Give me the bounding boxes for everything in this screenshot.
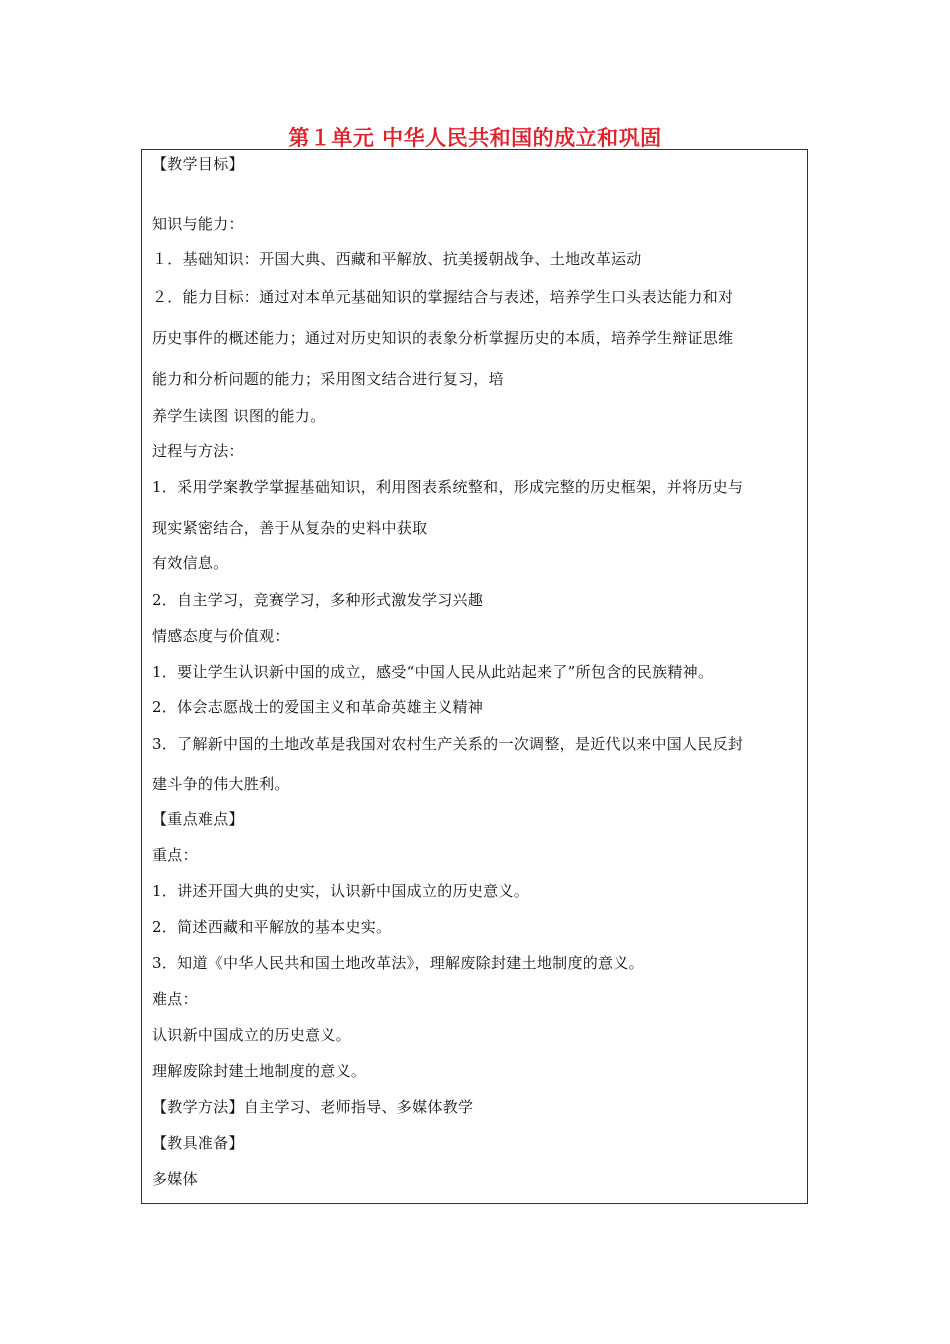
text-line: 2．自主学习，竞赛学习，多种形式激发学习兴趣 [152,591,484,609]
text-line: 理解废除封建土地制度的意义。 [152,1062,367,1080]
text-line: 3．了解新中国的土地改革是我国对农村生产关系的一次调整，是近代以来中国人民反封 [152,735,744,753]
text-line: 多媒体 [152,1170,198,1188]
content-table [141,149,808,1204]
subheading-knowledge: 知识与能力： [152,215,244,233]
heading-tools: 【教具准备】 [152,1134,244,1152]
text-line: 2．体会志愿战士的爱国主义和革命英雄主义精神 [152,698,484,716]
subheading-difficult: 难点： [152,990,198,1008]
text-line: 现实紧密结合，善于从复杂的史料中获取 [152,519,428,537]
text-line: 建斗争的伟大胜利。 [152,775,290,793]
heading-key-difficult: 【重点难点】 [152,810,244,828]
subheading-process: 过程与方法： [152,442,244,460]
subheading-key-points: 重点： [152,846,198,864]
text-line: 认识新中国成立的历史意义。 [152,1026,351,1044]
text-line: ２．能力目标：通过对本单元基础知识的掌握结合与表述，培养学生口头表达能力和对 [152,288,734,306]
text-line: 3．知道《中华人民共和国土地改革法》，理解废除封建土地制度的意义。 [152,954,644,972]
text-line: 1．要让学生认识新中国的成立，感受“中国人民从此站起来了”所包含的民族精神。 [152,663,714,681]
text-line: 养学生读图 识图的能力。 [152,407,326,425]
text-line: 有效信息。 [152,554,229,572]
heading-objectives: 【教学目标】 [152,155,244,173]
text-line: 2．简述西藏和平解放的基本史实。 [152,918,392,936]
page-title: 第１单元 中华人民共和国的成立和巩固 [288,125,662,150]
text-line: 历史事件的概述能力；通过对历史知识的表象分析掌握历史的本质，培养学生辩证思维 [152,329,734,347]
subheading-values: 情感态度与价值观： [152,627,290,645]
text-line: １．基础知识：开国大典、西藏和平解放、抗美援朝战争、土地改革运动 [152,250,642,268]
text-line: 1．采用学案教学掌握基础知识，利用图表系统整和，形成完整的历史框架，并将历史与 [152,478,744,496]
heading-methods: 【教学方法】自主学习、老师指导、多媒体教学 [152,1098,474,1116]
text-line: 能力和分析问题的能力；采用图文结合进行复习，培 [152,370,504,388]
text-line: 1．讲述开国大典的史实，认识新中国成立的历史意义。 [152,882,530,900]
